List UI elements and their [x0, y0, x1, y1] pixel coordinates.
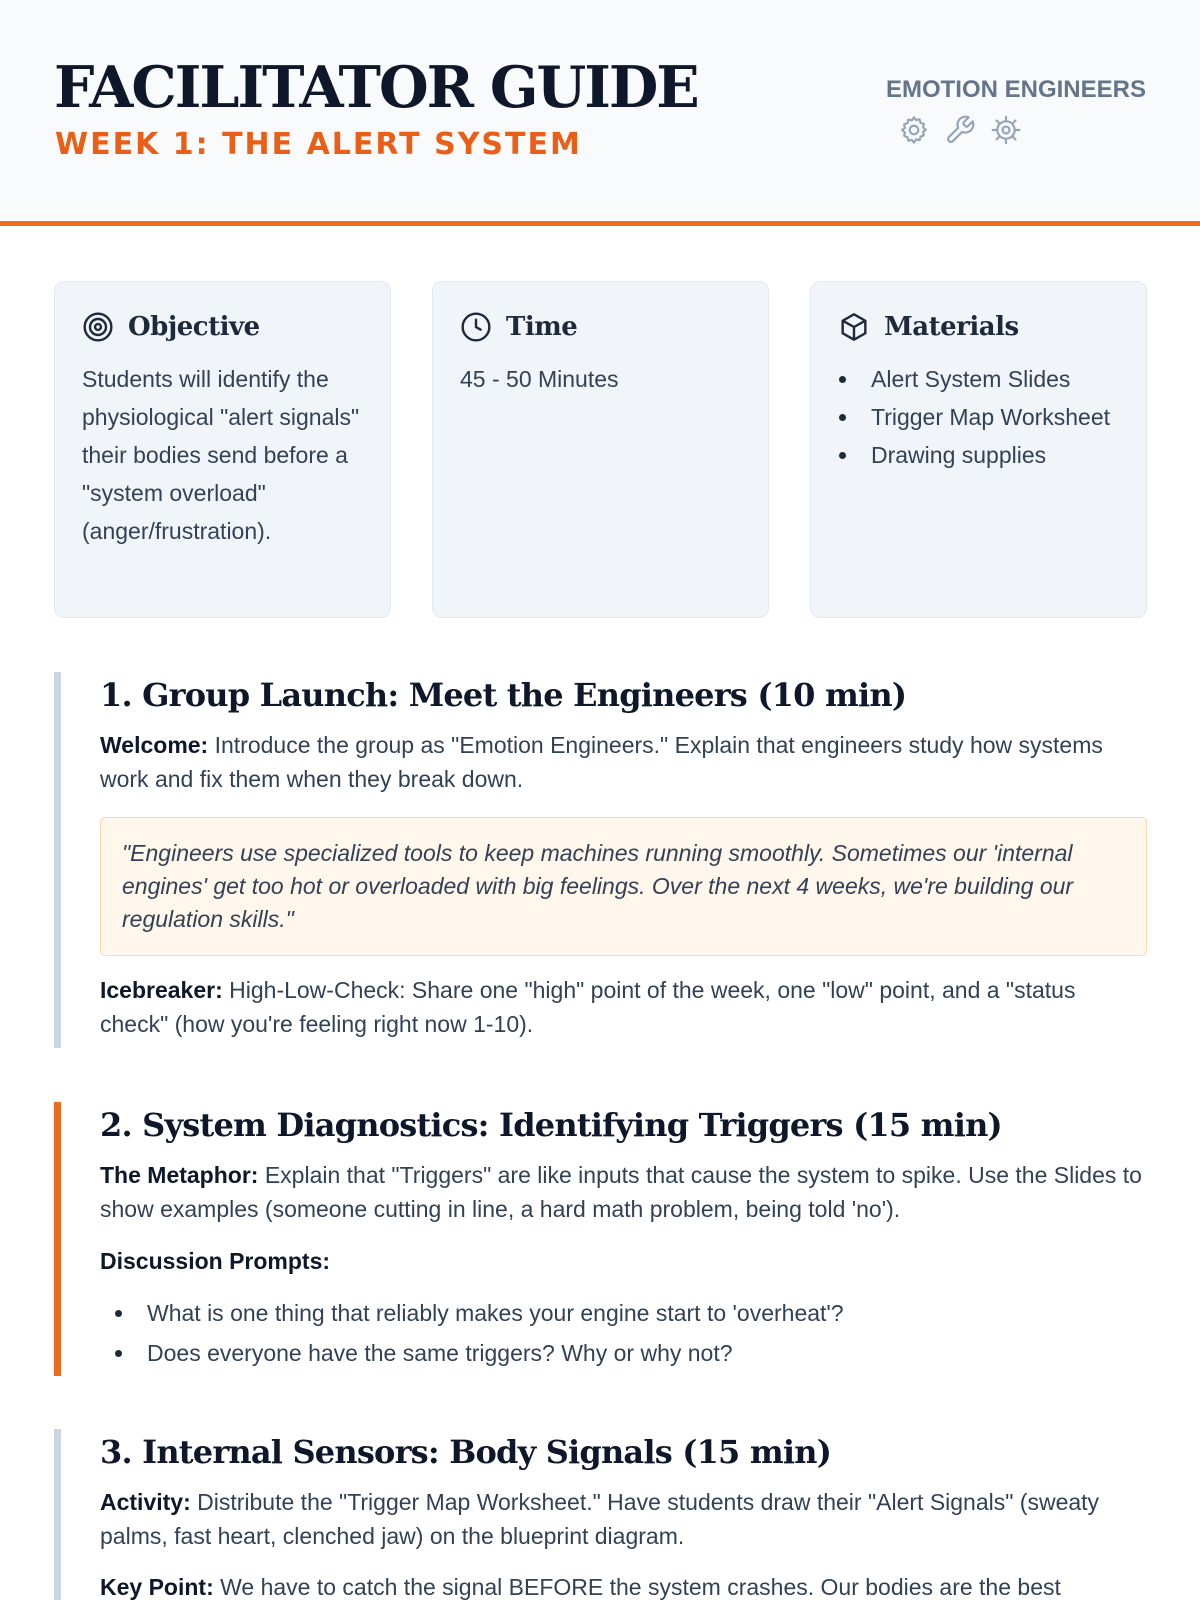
- box-icon: [838, 311, 870, 343]
- overview-cards: [54, 281, 1147, 618]
- time-text: 45 - 50 Minutes: [460, 366, 619, 392]
- time-card: [432, 281, 769, 618]
- icebreaker-paragraph: [100, 973, 1147, 1041]
- objective-card: [54, 281, 391, 618]
- keypoint-text: We have to catch the signal BEFORE the system crashes. Our bodies are the best: [213, 1574, 1061, 1600]
- materials-list: [838, 360, 1119, 474]
- section-group-launch: [54, 672, 1147, 1048]
- page-header: [0, 0, 1200, 226]
- activity-label: Activity:: [100, 1489, 191, 1515]
- materials-card: [810, 281, 1147, 618]
- section-bar-accent: [54, 1102, 61, 1376]
- time-title: Time: [506, 312, 578, 342]
- cog-icon: [990, 114, 1022, 146]
- metaphor-label: The Metaphor:: [100, 1162, 259, 1188]
- activity-text: Distribute the "Trigger Map Worksheet." Have students draw their "Alert Signals" (sweaty palms, fast heart, clenched jaw) on the blueprint diagram.: [100, 1489, 1100, 1549]
- keypoint-label: Key Point:: [100, 1574, 214, 1600]
- materials-item: Drawing supplies: [838, 436, 1119, 474]
- clock-icon: [460, 311, 492, 343]
- keypoint-paragraph: [100, 1570, 1147, 1600]
- materials-item: Trigger Map Worksheet: [838, 398, 1119, 436]
- materials-title: Materials: [884, 312, 1019, 342]
- prompt-item: What is one thing that reliably makes your engine start to 'overheat'?: [100, 1293, 1147, 1333]
- icebreaker-label: Icebreaker:: [100, 977, 223, 1003]
- metaphor-paragraph: [100, 1158, 1147, 1226]
- materials-item: Alert System Slides: [838, 360, 1119, 398]
- wrench-icon: [944, 114, 976, 146]
- objective-title: Objective: [128, 312, 260, 342]
- section-bar: [54, 672, 61, 1048]
- target-icon: [82, 311, 114, 343]
- metaphor-text: Explain that "Triggers" are like inputs that cause the system to spike. Use the Slides to show examples (someone cutting in line, a hard math problem, being told 'no').: [100, 1162, 1142, 1222]
- welcome-text: Introduce the group as "Emotion Engineers." Explain that engineers study how systems work and fix them when they break down.: [100, 732, 1103, 792]
- welcome-paragraph: [100, 728, 1147, 796]
- welcome-label: Welcome:: [100, 732, 209, 758]
- page-subtitle: WEEK 1: THE ALERT SYSTEM: [55, 127, 582, 162]
- section-internal-sensors: [54, 1429, 1147, 1600]
- brand-name: EMOTION ENGINEERS: [885, 76, 1146, 103]
- brand-icons: [898, 114, 1022, 146]
- prompt-item: Does everyone have the same triggers? Why or why not?: [100, 1333, 1147, 1373]
- section-system-diagnostics: [54, 1102, 1147, 1376]
- activity-paragraph: [100, 1485, 1147, 1553]
- section-title: 3. Internal Sensors: Body Signals (15 min): [100, 1433, 832, 1471]
- section-title: 2. System Diagnostics: Identifying Triggers (15 min): [100, 1106, 1002, 1144]
- section-bar: [54, 1429, 61, 1600]
- script-quote: "Engineers use specialized tools to keep machines running smoothly. Sometimes our 'internal engines' get too hot or overloaded with big feelings. Over the next 4 weeks, we're building our regulation skills.": [100, 817, 1147, 956]
- page-title: FACILITATOR GUIDE: [54, 54, 698, 121]
- prompts-heading: Discussion Prompts:: [100, 1248, 331, 1274]
- prompts-list: [100, 1293, 1147, 1373]
- icebreaker-text: High-Low-Check: Share one "high" point of the week, one "low" point, and a "status check" (how you're feeling right now 1-10).: [100, 977, 1076, 1037]
- section-title: 1. Group Launch: Meet the Engineers (10 min): [100, 676, 907, 714]
- gear-icon: [898, 114, 930, 146]
- objective-text: Students will identify the physiological "alert signals" their bodies send before a "system overload" (anger/frustration).: [82, 366, 360, 544]
